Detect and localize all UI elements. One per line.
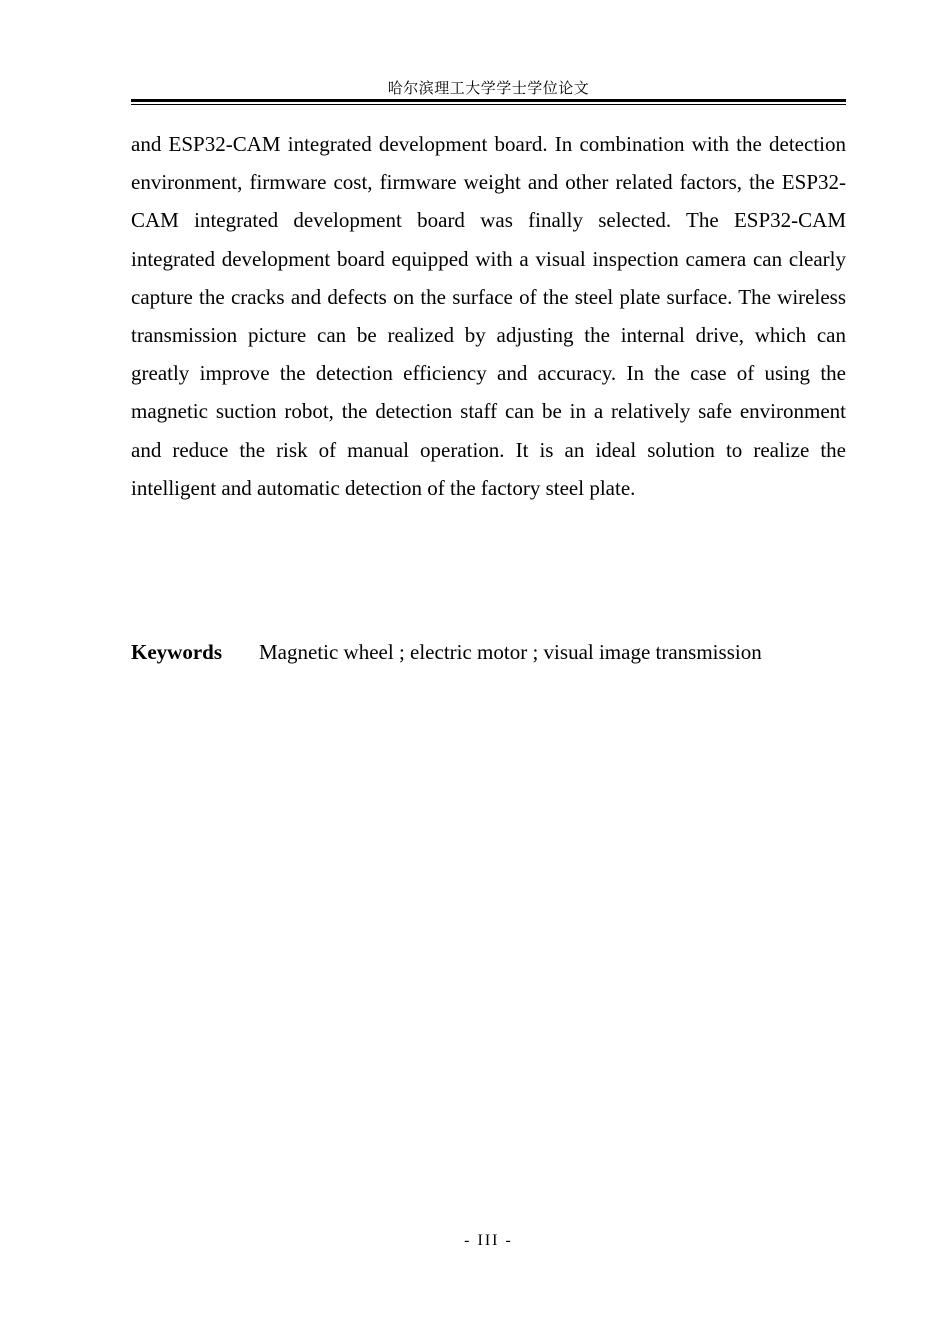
page-number: - III - — [464, 1232, 513, 1249]
keywords-line — [131, 633, 846, 671]
keywords-value: Magnetic wheel ; electric motor ; visual image transmission — [259, 640, 762, 664]
header-rule-thick — [131, 99, 846, 102]
abstract-paragraph: and ESP32-CAM integrated development board. In combination with the detection environment, firmware cost, firmware weight and other related factors, the ESP32-CAM integrated development board was finally selected. The ESP32-CAM integrated development board equipped with a visual inspection camera can clearly capture the cracks and defects on the surface of the steel plate surface. The wireless transmission picture can be realized by adjusting the internal drive, which can greatly improve the detection efficiency and accuracy. In the case of using the magnetic suction robot, the detection staff can be in a relatively safe environment and reduce the risk of manual operation. It is an ideal solution to realize the intelligent and automatic detection of the factory steel plate. — [131, 132, 846, 500]
running-header: 哈尔滨理工大学学士学位论文 — [387, 79, 590, 97]
header-rule-thin — [131, 104, 846, 105]
keywords-label: Keywords — [131, 640, 222, 664]
